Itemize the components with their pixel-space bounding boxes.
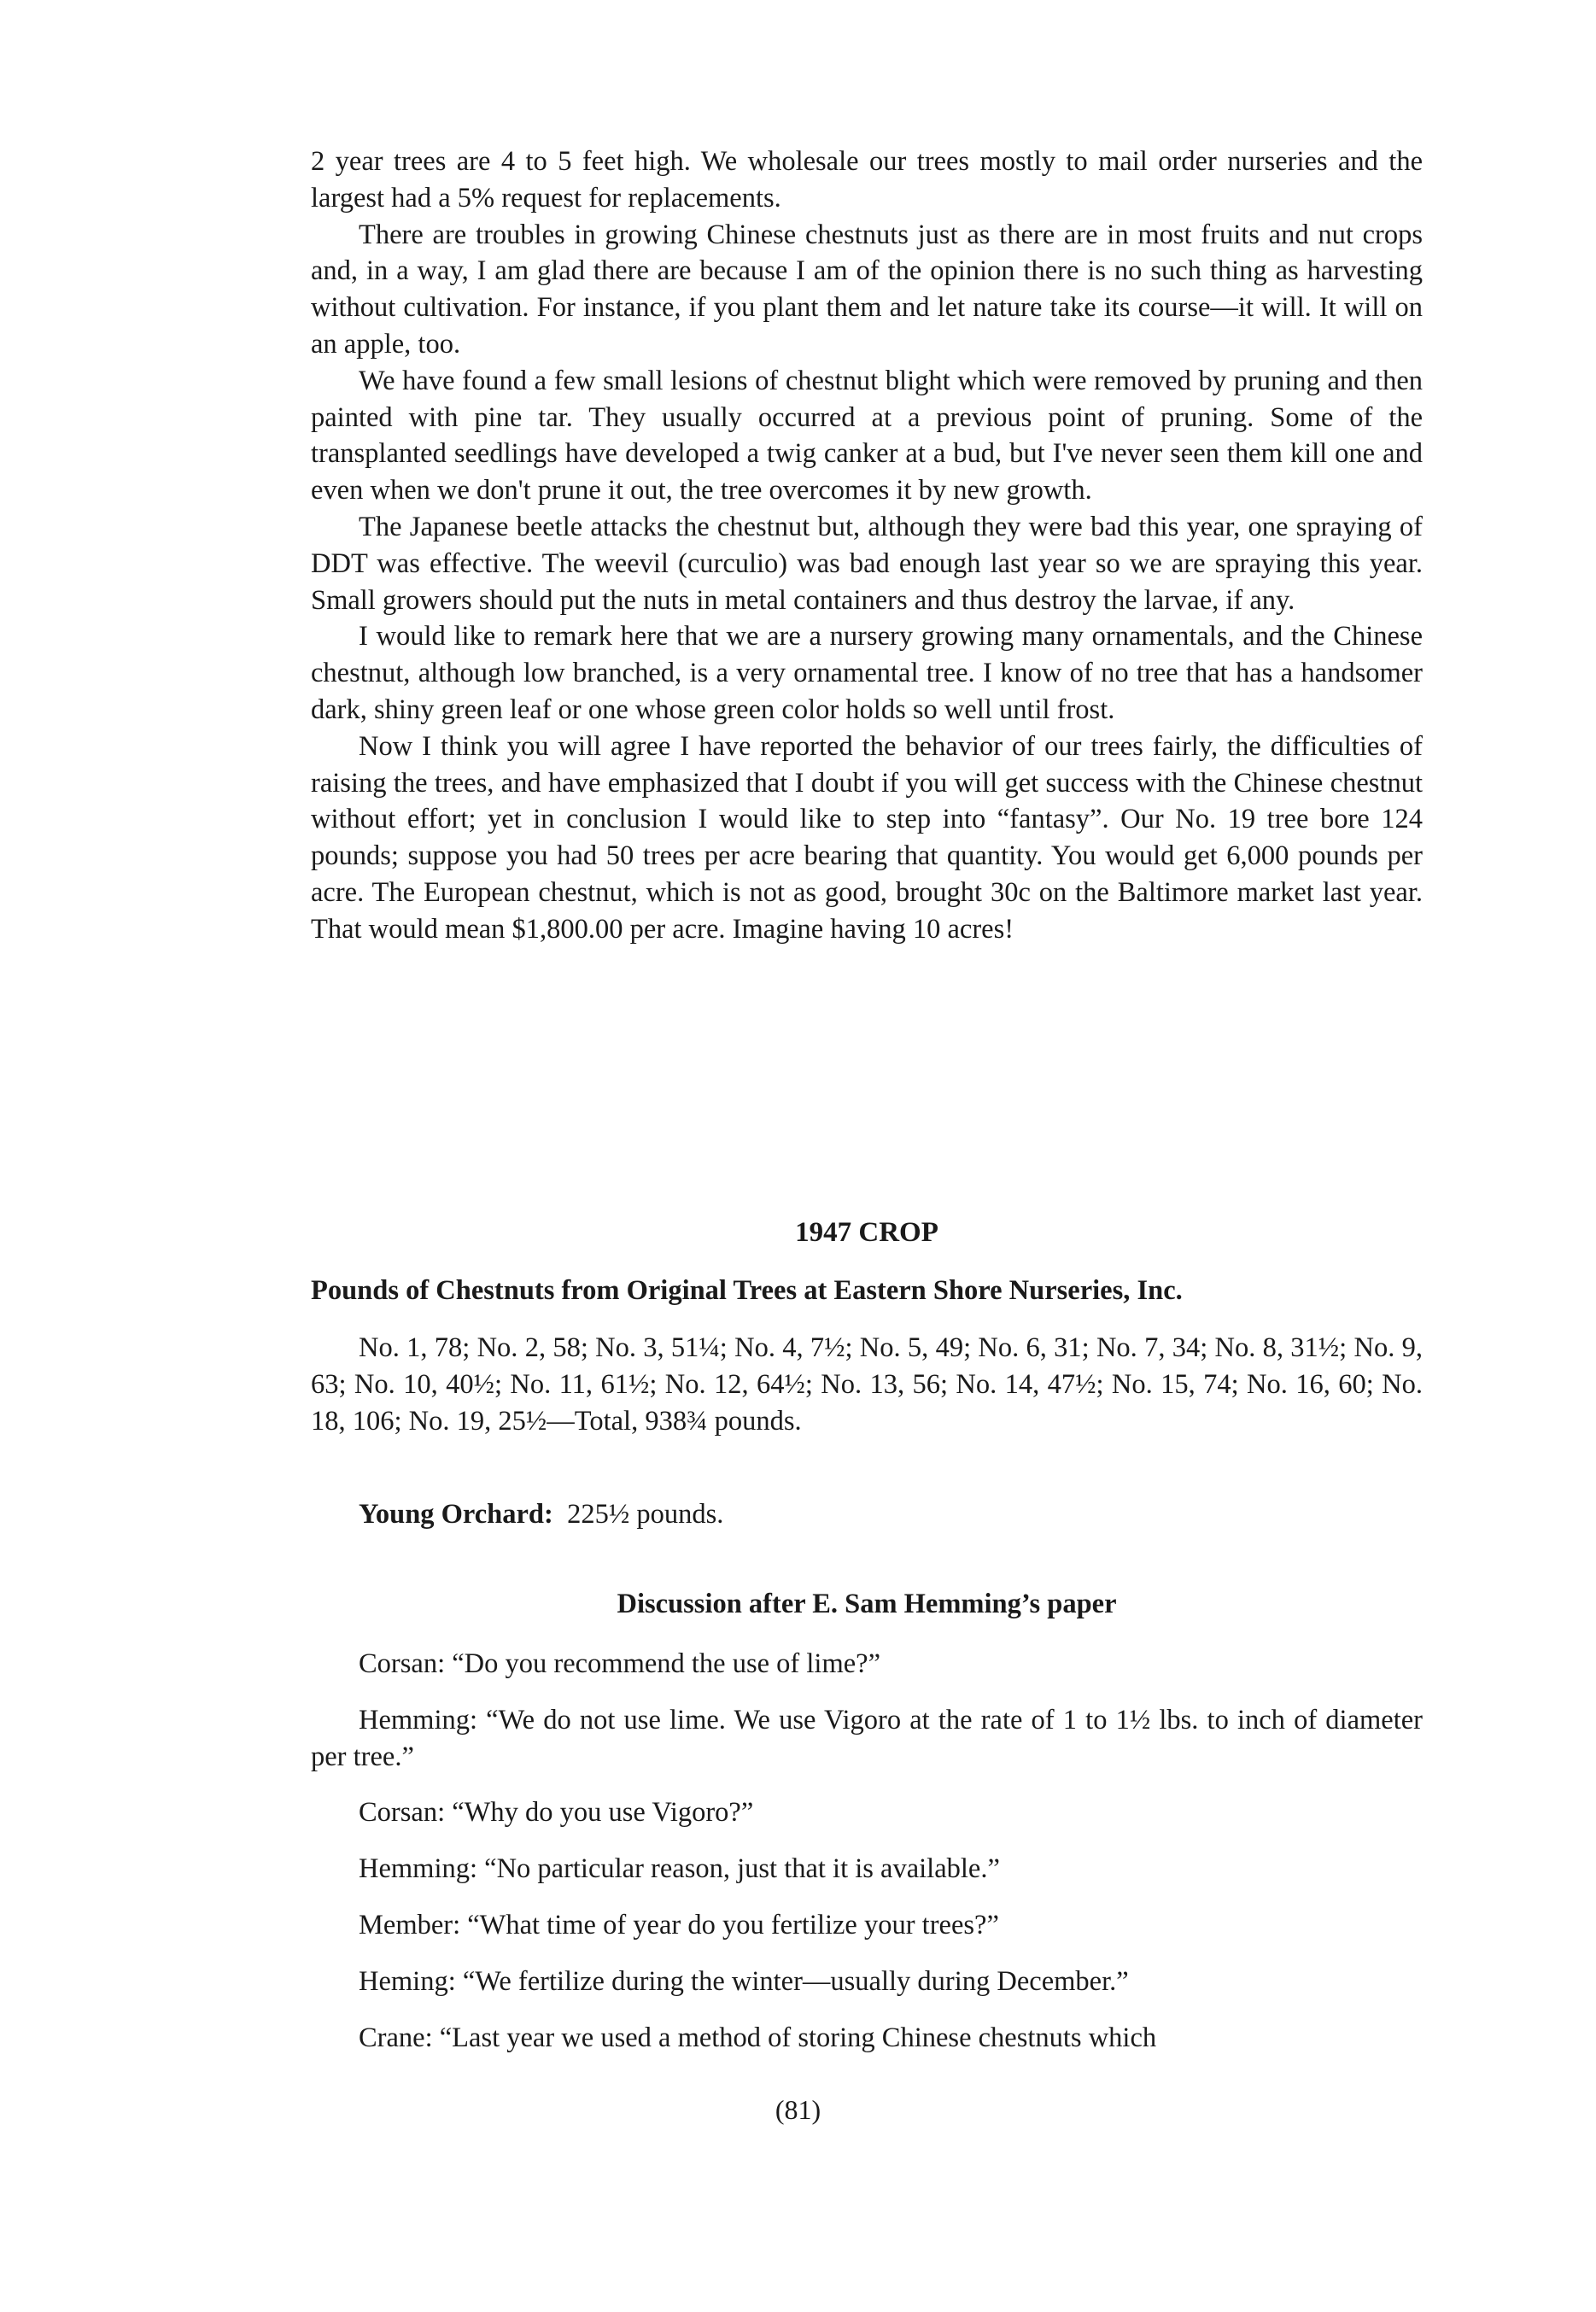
dialog-line: Crane: “Last year we used a method of storing Chinese chestnuts which xyxy=(359,2022,1157,2053)
young-orchard-label: Young Orchard: xyxy=(359,1499,553,1530)
dialog-line: Hemming: “We do not use lime. We use Vigoro at the rate of 1 to 1½ lbs. to inch of diameter per tree.” xyxy=(311,1704,1423,1772)
page-number: (81) xyxy=(775,2094,821,2125)
paragraph: I would like to remark here that we are a nursery growing many ornamentals, and the Chinese chestnut, although low branched, is a very ornamental tree. I know of no tree that has a handsomer dark, shiny green leaf or one whose green color holds so well until frost. xyxy=(311,621,1423,725)
crop-list xyxy=(311,1330,1423,1439)
dialog-line: Corsan: “Why do you use Vigoro?” xyxy=(359,1797,754,1829)
discussion-title: Discussion after E. Sam Hemming’s paper xyxy=(617,1589,1117,1619)
paragraph: Now I think you will agree I have reported the behavior of our trees fairly, the difficulties of raising the trees, and have emphasized that I doubt if you will get success with the Chinese chestnut without effort; yet in conclusion I would like to step into “fantasy”. Our No. 19 tree bore 124 pounds; suppose you had 50 trees per acre bearing that quantity. You would get 6,000 pounds per acre. The European chestnut, which is not as good, brought 30c on the Baltimore market last year. That would mean $1,800.00 per acre. Imagine having 10 acres! xyxy=(311,730,1423,945)
paragraph: We have found a few small lesions of chestnut blight which were removed by pruning and then painted with pine tar. They usually occurred at a previous point of pruning. Some of the transplanted seedlings have developed a twig canker at a bud, but I've never seen them kill one and even when we don't prune it out, the tree overcomes it by new growth. xyxy=(311,365,1423,506)
body-text xyxy=(311,143,1423,948)
paragraph: 2 year trees are 4 to 5 feet high. We wholesale our trees mostly to mail order nurseries and the largest had a 5% request for replacements. xyxy=(311,146,1423,214)
dialog-line: Heming: “We fertilize during the winter—usually during December.” xyxy=(359,1965,1129,1997)
paragraph: The Japanese beetle attacks the chestnut but, although they were bad this year, one spraying of DDT was effective. The weevil (curculio) was bad enough last year so we are spraying this year. Small growers should put the nuts in metal containers and thus destroy the larvae, if any. xyxy=(311,511,1423,616)
dialog-line: Hemming: “No particular reason, just that it is available.” xyxy=(359,1853,1000,1885)
young-orchard-value: 225½ pounds. xyxy=(567,1499,724,1530)
crop-list-text: No. 1, 78; No. 2, 58; No. 3, 51¼; No. 4, 7½; No. 5, 49; No. 6, 31; No. 7, 34; No. 8, 31½; No. 9, 63; No. 10, 40½; No. 11, 61½; No. 12, 64½; No. 13, 56; No. 14, 47½; No. 15, 74; No. 16, 60; No. 18, 106; No. 19, 25½—Total, 938¾ pounds. xyxy=(311,1332,1423,1437)
dialog-line: Member: “What time of year do you fertilize your trees?” xyxy=(359,1909,999,1940)
paragraph: There are troubles in growing Chinese chestnuts just as there are in most fruits and nut crops and, in a way, I am glad there are because I am of the opinion there is no such thing as harvesting without cultivation. For instance, if you plant them and let nature take its course—it will. It will on an apple, too. xyxy=(311,219,1423,360)
dialog-line: Corsan: “Do you recommend the use of lime?” xyxy=(359,1648,880,1679)
crop-title: 1947 CROP xyxy=(795,1217,938,1248)
discussion-dialog xyxy=(311,1646,1423,2075)
young-orchard xyxy=(359,1499,723,1531)
crop-subtitle: Pounds of Chestnuts from Original Trees at Eastern Shore Nurseries, Inc. xyxy=(311,1275,1183,1306)
